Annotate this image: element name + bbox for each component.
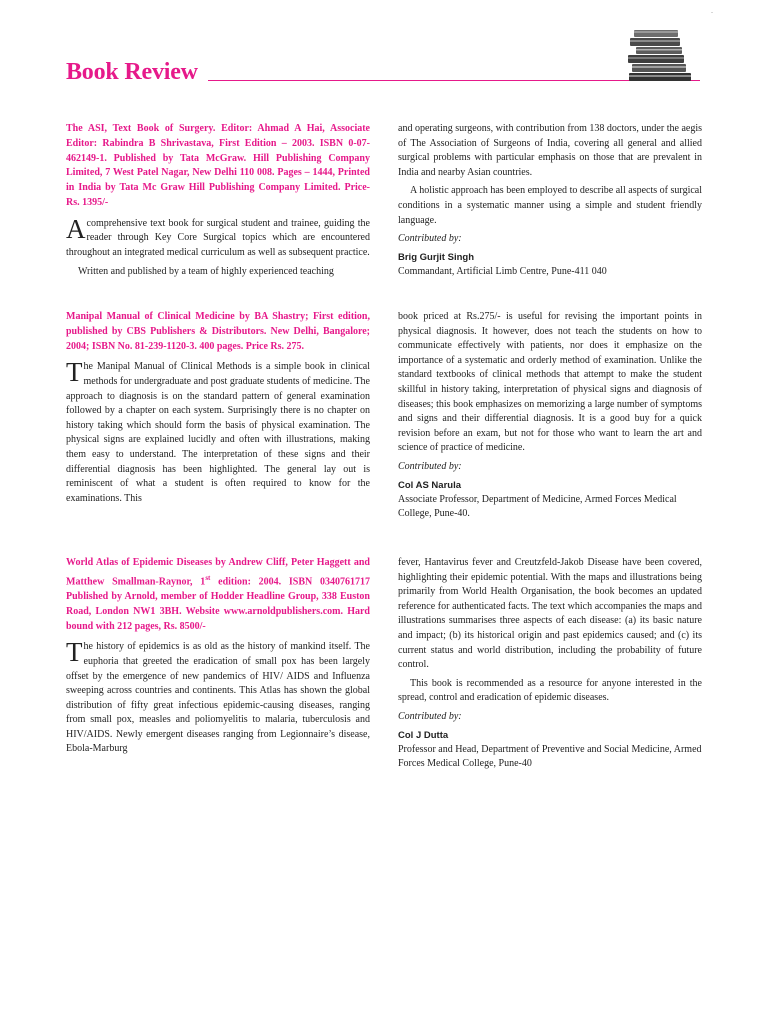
reviewer-title: Commandant, Artificial Limb Centre, Pune-411 040 (398, 265, 607, 277)
review-1-para-1: Acomprehensive text book for surgical student and trainee, guiding the reader through Key Core Surgical topics which are encountered throughout an integrated medical curriculum as well as subsequent practice. (66, 213, 370, 258)
dropcap: A (66, 213, 86, 244)
review-1-right (398, 122, 702, 279)
reviewer-name: Col J Dutta (398, 729, 449, 741)
review-1-para-4: A holistic approach has been employed to describe all aspects of surgical conditions in a systematic manner using a simple and student friendly language. (398, 185, 702, 226)
reviewer-name: Brig Gurjit Singh (398, 251, 474, 263)
title-rule (208, 80, 700, 81)
reviewer-name: Col AS Narula (398, 479, 461, 491)
page-title: Book Review (66, 59, 198, 85)
review-2-header: Manipal Manual of Clinical Medicine by BA Shastry; First edition, published by CBS Publishers & Distributors. New Delhi, Bangalore; 2004; ISBN No. 81-239-1120-3. 400 pages. Price Rs. 275. (66, 311, 370, 352)
review-3-para-2: fever, Hantavirus fever and Creutzfeld-Jakob Disease have been covered, highlighting their epidemic potential. With the maps and illustrations being primarily from World Health Organisation, the book becomes an updated reference for authenticated facts. The text which accompanies the maps and illustrations summarises three aspects of each disease: (a) its basic nature and impact; (b) its historical origin and past epidemics caused; and (c) its current status and world distribution, including the probability of future control. (398, 557, 702, 671)
dropcap: T (66, 637, 83, 668)
review-2-left (66, 310, 370, 510)
review-2-right (398, 310, 702, 522)
corner-mark: . (711, 6, 713, 15)
review-2-para-1: The Manipal Manual of Clinical Methods is a simple book in clinical methods for undergraduate and post graduate students of medicine. The approach to diagnosis is on the standard pattern of general examination followed by a chapter on each system. Surprisingly there is no chapter on history taking which should form the basis of physical examination. The physical signs are explained lucidly and often with illustrations, making them easy to understand. The interpretation of these signs and their differential diagnosis has been highlighted. The general lay out is reminiscent of what a student is often required to know for the examinations. This (66, 357, 370, 504)
reviewer-title: Associate Professor, Department of Medicine, Armed Forces Medical College, Pune-40. (398, 493, 677, 520)
review-3-left (66, 556, 370, 761)
review-1-header: The ASI, Text Book of Surgery. Editor: Ahmad A Hai, Associate Editor: Rabindra B Shrivastava, First Edition – 2003. ISBN 0-07-462149-1. Published by Tata McGraw. Hill Publishing Company Limited, 7 West Patel Nagar, New Delhi 110 008. Pages – 1444, Printed in India by Tata Mc Graw Hill Publishing Company Limited. Price- Rs. 1395/- (66, 123, 370, 208)
stacked-books-icon (628, 28, 694, 82)
review-1-para-3: and operating surgeons, with contribution from 138 doctors, under the aegis of The Association of Surgeons of India, covering all general and allied surgical problems with particular emphasis on those that are prevalent in India and nearby Asian countries. (398, 123, 702, 178)
dropcap: T (66, 357, 83, 388)
review-3-para-3: This book is recommended as a resource for anyone interested in the spread, control and eradication of epidemic diseases. (398, 677, 702, 704)
review-3-right (398, 556, 702, 772)
contributed-by-label: Contributed by: (398, 460, 462, 472)
review-3-header: World Atlas of Epidemic Diseases by Andrew Cliff, Peter Haggett and Matthew Smallman-Raynor, 1st edition: 2004. ISBN 0340761717 Published by Arnold, member of Hodder Headline Group, 338 Euston Road, London NW1 3BH. Website www.arnoldpublishers.com. Hard bound with 212 pages, Rs. 8500/- (66, 557, 371, 632)
review-1-left (66, 122, 370, 283)
contributed-by-label: Contributed by: (398, 233, 462, 245)
review-3-para-1: The history of epidemics is as old as the history of mankind itself. The euphoria that greeted the eradication of small pox has been largely offset by the emergence of new pandemics of HIV/ AIDS and Influenza sweeping across countries and continents. This Atlas has shown the global distribution of fifty great infectious epidemic-causing diseases, ranging from small pox, measles and poliomyelitis to malaria, tuberculosis and HIV/AIDS. Newly emergent diseases ranging from Legionnaire’s disease, Ebola-Marburg (66, 637, 370, 755)
review-2-para-2: book priced at Rs.275/- is useful for revising the important points in physical diagnosis. It however, does not teach the students on how to communicate effectively with patients, nor does it emphasize on the importance of a systematic and orderly method of examination. Unlike the standard textbooks of clinical methods that attempt to make the student skillful in history taking, interpretation of physical signs and diagnosis of diseases; this book emphasizes on memorizing a large number of symptoms and signs and their differential diagnosis. It is a good buy for a quick revision before an exam, but not for those who want to learn the art and science of practice of medicine. (398, 311, 702, 454)
reviewer-title: Professor and Head, Department of Preventive and Social Medicine, Armed Forces Medical College, Pune-40 (398, 743, 702, 770)
review-1-para-2: Written and published by a team of highly experienced teaching (78, 265, 334, 277)
contributed-by-label: Contributed by: (398, 710, 462, 722)
